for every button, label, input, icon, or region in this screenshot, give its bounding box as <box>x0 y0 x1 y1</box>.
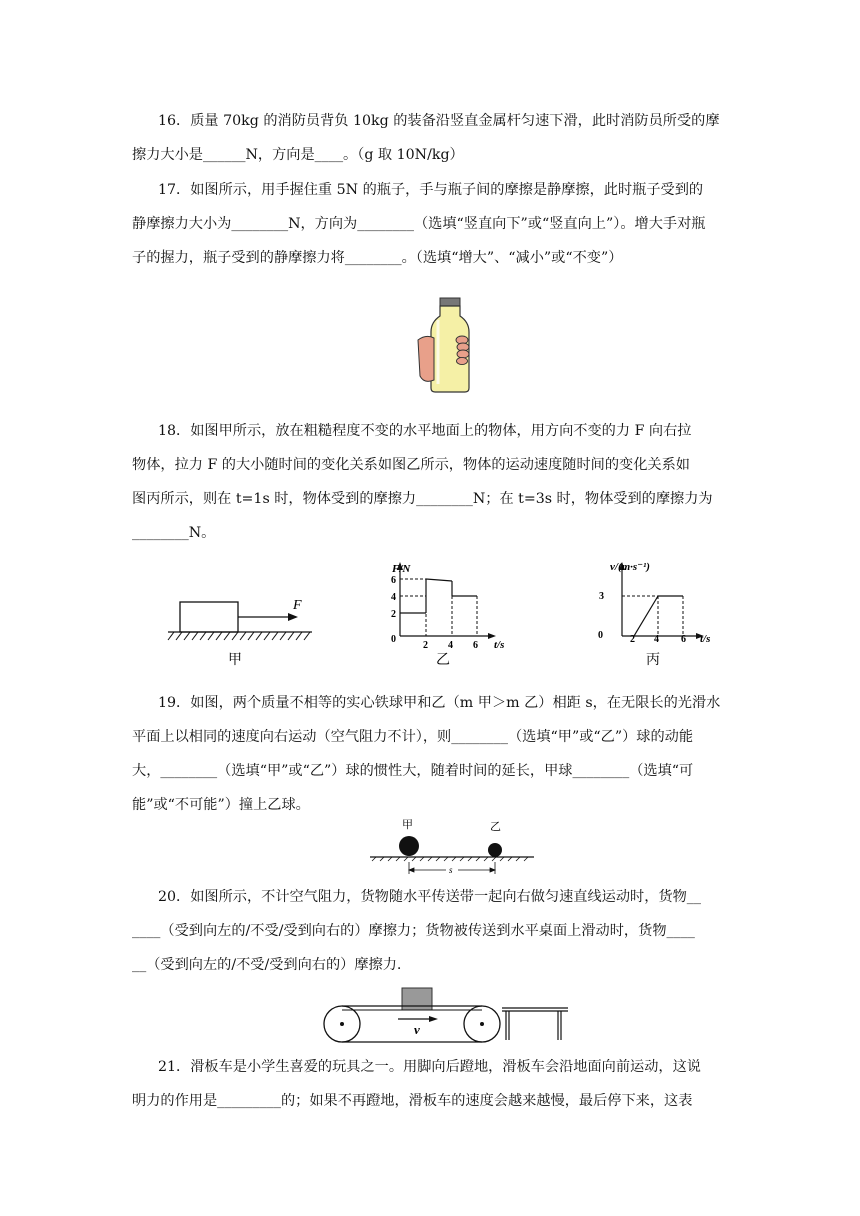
fig-jia-block-diagram <box>160 590 320 672</box>
q20-line-1: 20．如图所示，不计空气阻力，货物随水平传送带一起向右做匀速直线运动时，货物__ <box>158 889 701 905</box>
force-label: F <box>293 598 302 613</box>
fig-yi-force-time-graph <box>360 556 520 672</box>
two-iron-balls-figure <box>368 814 538 876</box>
fig-bing-velocity-time-graph <box>586 556 746 672</box>
ball-jia-label: 甲 <box>402 819 413 831</box>
q20-line-3: __（受到向左的/不受/受到向右的）摩擦力. <box>132 957 402 973</box>
q20-line-2: ____（受到向左的/不受/受到向右的）摩擦力；货物被传送到水平桌面上滑动时，货物____ <box>132 923 695 939</box>
q19-line-1: 19．如图，两个质量不相等的实心铁球甲和乙（m 甲＞m 乙）相距 s，在无限长的光滑水 <box>158 695 721 711</box>
ball-yi <box>488 843 502 857</box>
guide-lines <box>400 579 477 636</box>
q18-line-1: 18．如图甲所示，放在粗糙程度不变的水平地面上的物体，用方向不变的力 F 向右拉 <box>158 423 692 439</box>
q19-line-4: 能”或“不可能”）撞上乙球。 <box>132 797 310 813</box>
distance-label: s <box>449 865 453 875</box>
bottle-cap <box>440 298 460 306</box>
q21-line-1: 21．滑板车是小学生喜爱的玩具之一。用脚向后蹬地，滑板车会沿地面向前运动，这说 <box>158 1059 701 1075</box>
block <box>180 602 238 632</box>
origin-label: 0 <box>391 634 396 645</box>
q17-line-3: 子的握力，瓶子受到的静摩擦力将________。（选填“增大”、“减小”或“不变”） <box>132 250 623 266</box>
caption-yi: 乙 <box>436 653 450 668</box>
x-axis-label: t/s <box>494 639 505 651</box>
y-tick-4: 4 <box>391 592 396 603</box>
q18-line-4: ________N。 <box>132 525 216 541</box>
ball-yi-label: 乙 <box>490 821 501 833</box>
guide-lines <box>622 596 683 636</box>
q17-line-2: 静摩擦力大小为________N，方向为________（选填“竖直向下”或“竖直向上”）。增大手对瓶 <box>132 216 706 232</box>
q16-line-2: 擦力大小是______N，方向是____。（g 取 10N/kg） <box>132 147 464 163</box>
conveyor-belt-figure <box>318 982 572 1048</box>
caption-jia: 甲 <box>228 653 242 668</box>
q16-line-1: 16．质量 70kg 的消防员背负 10kg 的装备沿竖直金属杆匀速下滑，此时消防员所受的摩 <box>158 113 720 129</box>
q19-line-2: 平面上以相同的速度向右运动（空气阻力不计），则________（选填“甲”或“乙”）球的动能 <box>132 729 694 745</box>
ball-jia <box>399 836 419 856</box>
cargo-box <box>402 988 432 1010</box>
y-tick-6: 6 <box>391 575 396 586</box>
y-axis-label: v/(m·s⁻¹) <box>610 561 650 573</box>
x-axis-label: t/s <box>700 633 711 645</box>
y-tick-2: 2 <box>391 609 396 620</box>
q21-line-2: 明力的作用是_________的；如果不再蹬地，滑板车的速度会越来越慢，最后停下来，这表 <box>132 1093 693 1109</box>
bottle-in-hand-figure <box>410 296 480 394</box>
x-tick-2: 2 <box>423 640 428 651</box>
x-tick-4: 4 <box>448 640 453 651</box>
y-axis-label: F/N <box>392 563 411 575</box>
origin-label: 0 <box>598 630 603 641</box>
velocity-label: v <box>414 1022 420 1037</box>
x-tick-6: 6 <box>473 640 478 651</box>
x-tick-4: 4 <box>654 634 659 645</box>
x-tick-6: 6 <box>681 634 686 645</box>
y-tick-3: 3 <box>599 591 604 602</box>
table <box>502 1008 568 1040</box>
q18-line-3: 图丙所示，则在 t=1s 时，物体受到的摩擦力________N；在 t=3s 时，物体受到的摩擦力为 <box>132 491 713 507</box>
caption-bing: 丙 <box>646 653 660 668</box>
q19-line-3: 大，________（选填“甲”或“乙”）球的惯性大，随着时间的延长，甲球________（选填“可 <box>132 763 694 779</box>
x-tick-2: 2 <box>630 634 635 645</box>
q18-line-2: 物体，拉力 F 的大小随时间的变化关系如图乙所示，物体的运动速度随时间的变化关系如 <box>132 457 690 473</box>
q17-line-1: 17．如图所示，用手握住重 5N 的瓶子，手与瓶子间的摩擦是静摩擦，此时瓶子受到的 <box>158 182 704 198</box>
